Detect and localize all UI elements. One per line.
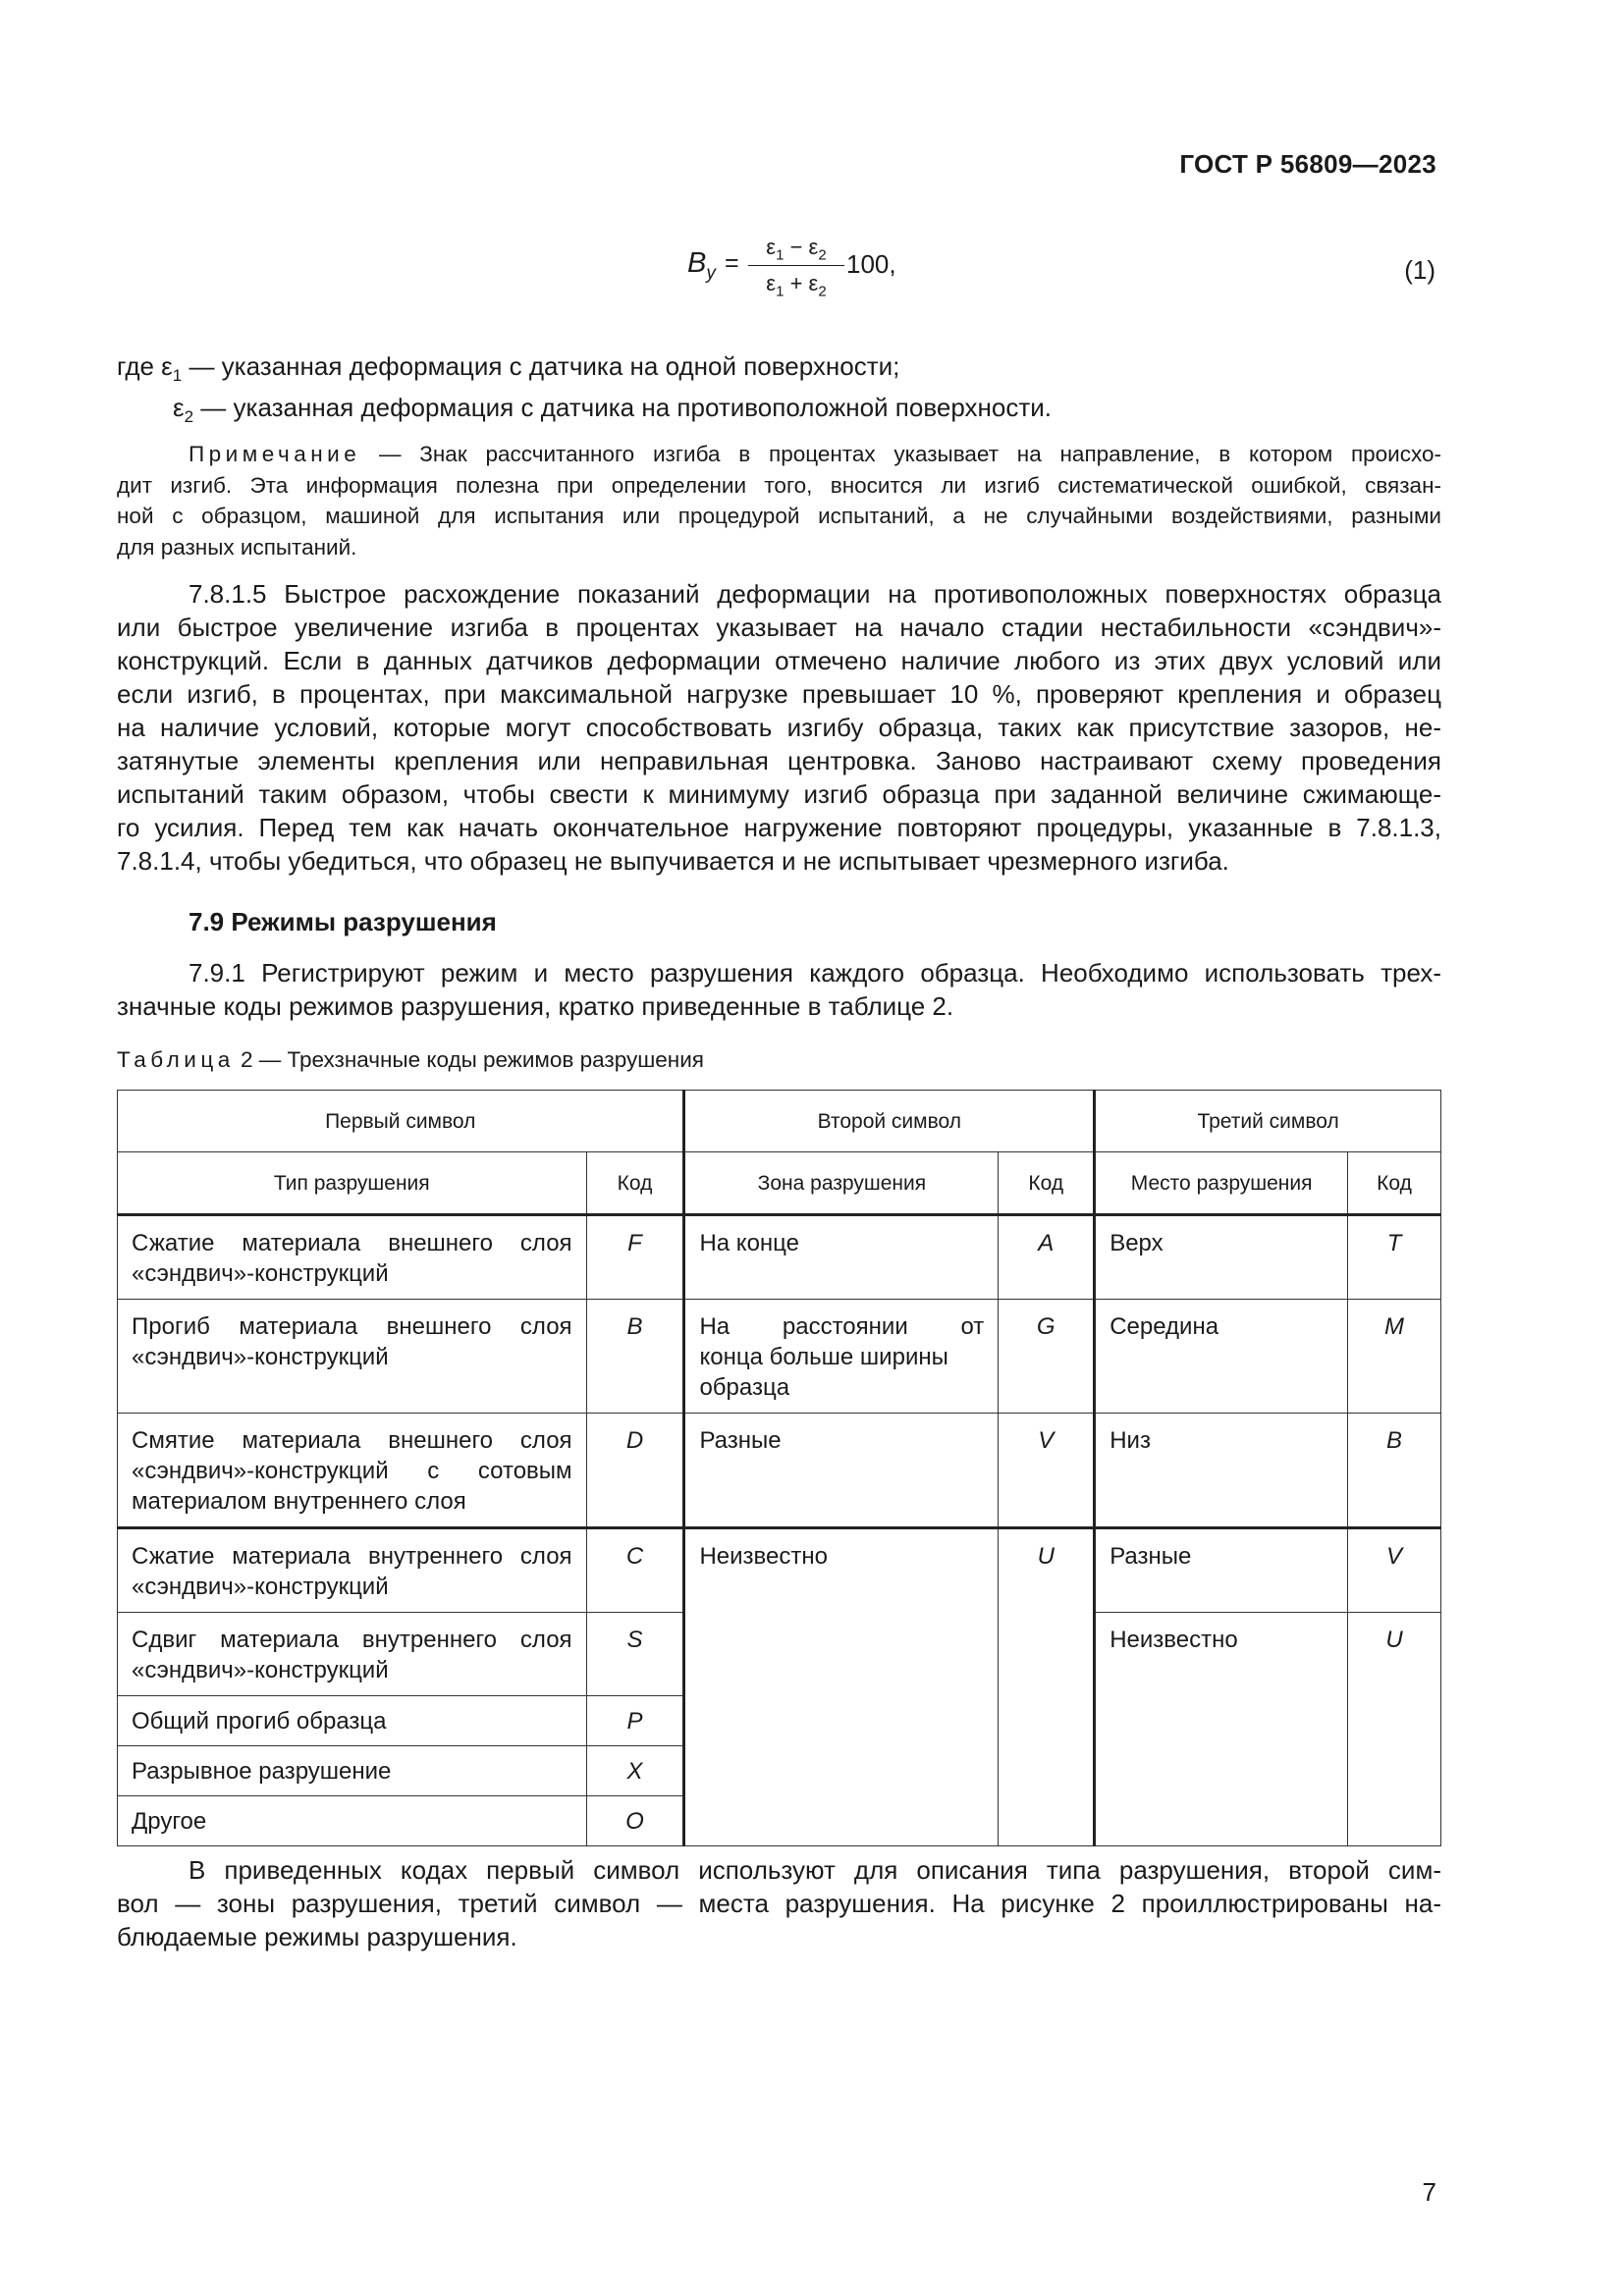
failure-location-code: M [1348,1300,1441,1414]
failure-zone-cell: Неизвестно [684,1528,999,1846]
failure-zone-text-line: конца больше ширины [699,1344,948,1370]
failure-type-cell: Общий прогиб образца [118,1696,587,1746]
paragraph-7-8-1-5 [117,577,1441,878]
failure-zone-code: U [999,1528,1095,1846]
failure-location-cell: Низ [1095,1414,1348,1528]
failure-type-code: D [586,1414,684,1528]
note-line: ной с образцом, машиной для испытания или процедурой испытаний, а не случайными воздействиями, разными [117,504,1441,528]
failure-type-code: C [586,1528,684,1613]
table-column-header: Код [586,1152,684,1215]
paragraph-line: или быстрое увеличение изгиба в процентах указывает на начало стадии нестабильности «сэндвич»- [117,613,1441,642]
formula-lhs: $B_y$ [687,247,716,284]
formula-1 [687,232,962,310]
table-column-header-row [118,1152,1441,1215]
failure-zone-text-line: На расстоянии от [699,1313,985,1340]
formula-denominator: $\varepsilon_1 + \varepsilon_2$ [766,271,827,300]
where-line-1: где $\varepsilon_1$ — указанная деформация с датчика на одной поверхности; [117,351,900,386]
failure-zone-code: G [999,1300,1095,1414]
paragraph-7-9-1 [117,956,1441,1023]
failure-location-code: U [1348,1613,1441,1846]
failure-codes-table [117,1090,1441,1846]
paragraph-after-table [117,1853,1441,1953]
note-block [117,439,1441,562]
failure-location-cell: Середина [1095,1300,1348,1414]
paragraph-line: если изгиб, в процентах, при максимальной нагрузке превышает 10 %, проверяют крепления и образец [117,679,1441,709]
failure-zone-cell [684,1300,999,1414]
table-caption-label: Таблица [117,1047,235,1072]
section-heading-7-9: 7.9 Режимы разрушения [189,907,497,936]
table-group-header: Третий символ [1095,1091,1441,1152]
formula-fraction [748,232,844,298]
table-caption: Таблица 2 — Трехзначные коды режимов разрушения [117,1047,704,1072]
formula-number: (1) [1404,255,1435,285]
formula-numerator: $\varepsilon_1 - \varepsilon_2$ [766,235,827,264]
failure-type-code: P [586,1696,684,1746]
table-row [118,1215,1441,1300]
failure-type-cell: Сдвиг материала внутреннего слоя «сэндвич»-конструкций [118,1613,587,1696]
failure-zone-cell: На конце [684,1215,999,1300]
table-group-header-row [118,1091,1441,1152]
failure-location-cell: Верх [1095,1215,1348,1300]
table-group-header: Второй символ [684,1091,1095,1152]
table-column-header: Код [1348,1152,1441,1215]
paragraph-line: В приведенных кодах первый символ используют для описания типа разрушения, второй сим- [189,1855,1441,1885]
failure-type-cell: Разрывное разрушение [118,1746,587,1796]
paragraph-line: затянутые элементы крепления или неправильная центровка. Заново настраивают схему проведения [117,746,1441,775]
failure-location-code: V [1348,1528,1441,1613]
failure-type-code: O [586,1796,684,1846]
note-line: дит изгиб. Эта информация полезна при определении того, вносится ли изгиб систематической ошибкой, связан- [117,472,1441,498]
table-column-header: Тип разрушения [118,1152,587,1215]
failure-type-cell: Смятие материала внешнего слоя «сэндвич»-конструкций с сотовым материалом внутреннего слоя [118,1414,587,1528]
paragraph-line: блюдаемые режимы разрушения. [117,1922,517,1951]
failure-type-cell: Сжатие материала внешнего слоя «сэндвич»-конструкций [118,1215,587,1300]
paragraph-line: испытаний таким образом, чтобы свести к минимуму изгиб образца при заданной величине сжимающе- [117,779,1441,809]
failure-location-code: T [1348,1215,1441,1300]
failure-zone-code: V [999,1414,1095,1528]
failure-location-cell: Разные [1095,1528,1348,1613]
table-row [118,1300,1441,1414]
failure-type-code: X [586,1746,684,1796]
table-row [118,1414,1441,1528]
paragraph-line: го усилия. Перед тем как начать окончательное нагружение повторяют процедуры, указанные в 7.8.1.3, [117,813,1441,842]
paragraph-line: 7.9.1 Регистрируют режим и место разрушения каждого образца. Необходимо использовать трех- [189,958,1441,988]
failure-location-cell: Неизвестно [1095,1613,1348,1846]
paragraph-line: на наличие условий, которые могут способствовать изгибу образца, таких как присутствие зазоров, не- [117,713,1441,742]
failure-zone-text-line: образца [699,1374,790,1401]
note-label: Примечание [189,442,361,466]
failure-location-code: B [1348,1414,1441,1528]
paragraph-line: 7.8.1.4, чтобы убедиться, что образец не выпучивается и не испытывает чрезмерного изгиба. [117,846,1229,876]
failure-type-code: S [586,1613,684,1696]
failure-type-cell: Другое [118,1796,587,1846]
note-line: для разных испытаний. [117,534,357,560]
table-group-header: Первый символ [118,1091,684,1152]
document-header: ГОСТ Р 56809—2023 [1179,149,1436,179]
note-line: Примечание — Знак рассчитанного изгиба в процентах указывает на направление, в котором происхо- [189,442,1441,466]
table-row [118,1528,1441,1613]
failure-type-code: B [586,1300,684,1414]
formula-tail: 100, [846,249,896,279]
formula-equals: = [725,249,739,277]
failure-type-cell: Прогиб материала внешнего слоя «сэндвич»-конструкций [118,1300,587,1414]
table-column-header: Код [999,1152,1095,1215]
failure-type-code: F [586,1215,684,1300]
table-column-header: Зона разрушения [684,1152,999,1215]
failure-zone-cell: Разные [684,1414,999,1528]
paragraph-line: конструкций. Если в данных датчиков деформации отмечено наличие любого из этих двух условий или [117,646,1441,675]
fraction-bar [748,265,844,266]
where-line-2: $\varepsilon_2$ — указанная деформация с датчика на противоположной поверхности. [173,393,1052,427]
paragraph-line: вол — зоны разрушения, третий символ — места разрушения. На рисунке 2 проиллюстрированы на- [117,1889,1441,1918]
failure-type-cell: Сжатие материала внутреннего слоя «сэндвич»-конструкций [118,1528,587,1613]
page-number: 7 [1422,2177,1436,2207]
paragraph-line: значные коды режимов разрушения, кратко приведенные в таблице 2. [117,991,954,1021]
failure-zone-code: A [999,1215,1095,1300]
paragraph-line: 7.8.1.5 Быстрое расхождение показаний деформации на противоположных поверхностях образца [189,579,1441,609]
table-column-header: Место разрушения [1095,1152,1348,1215]
